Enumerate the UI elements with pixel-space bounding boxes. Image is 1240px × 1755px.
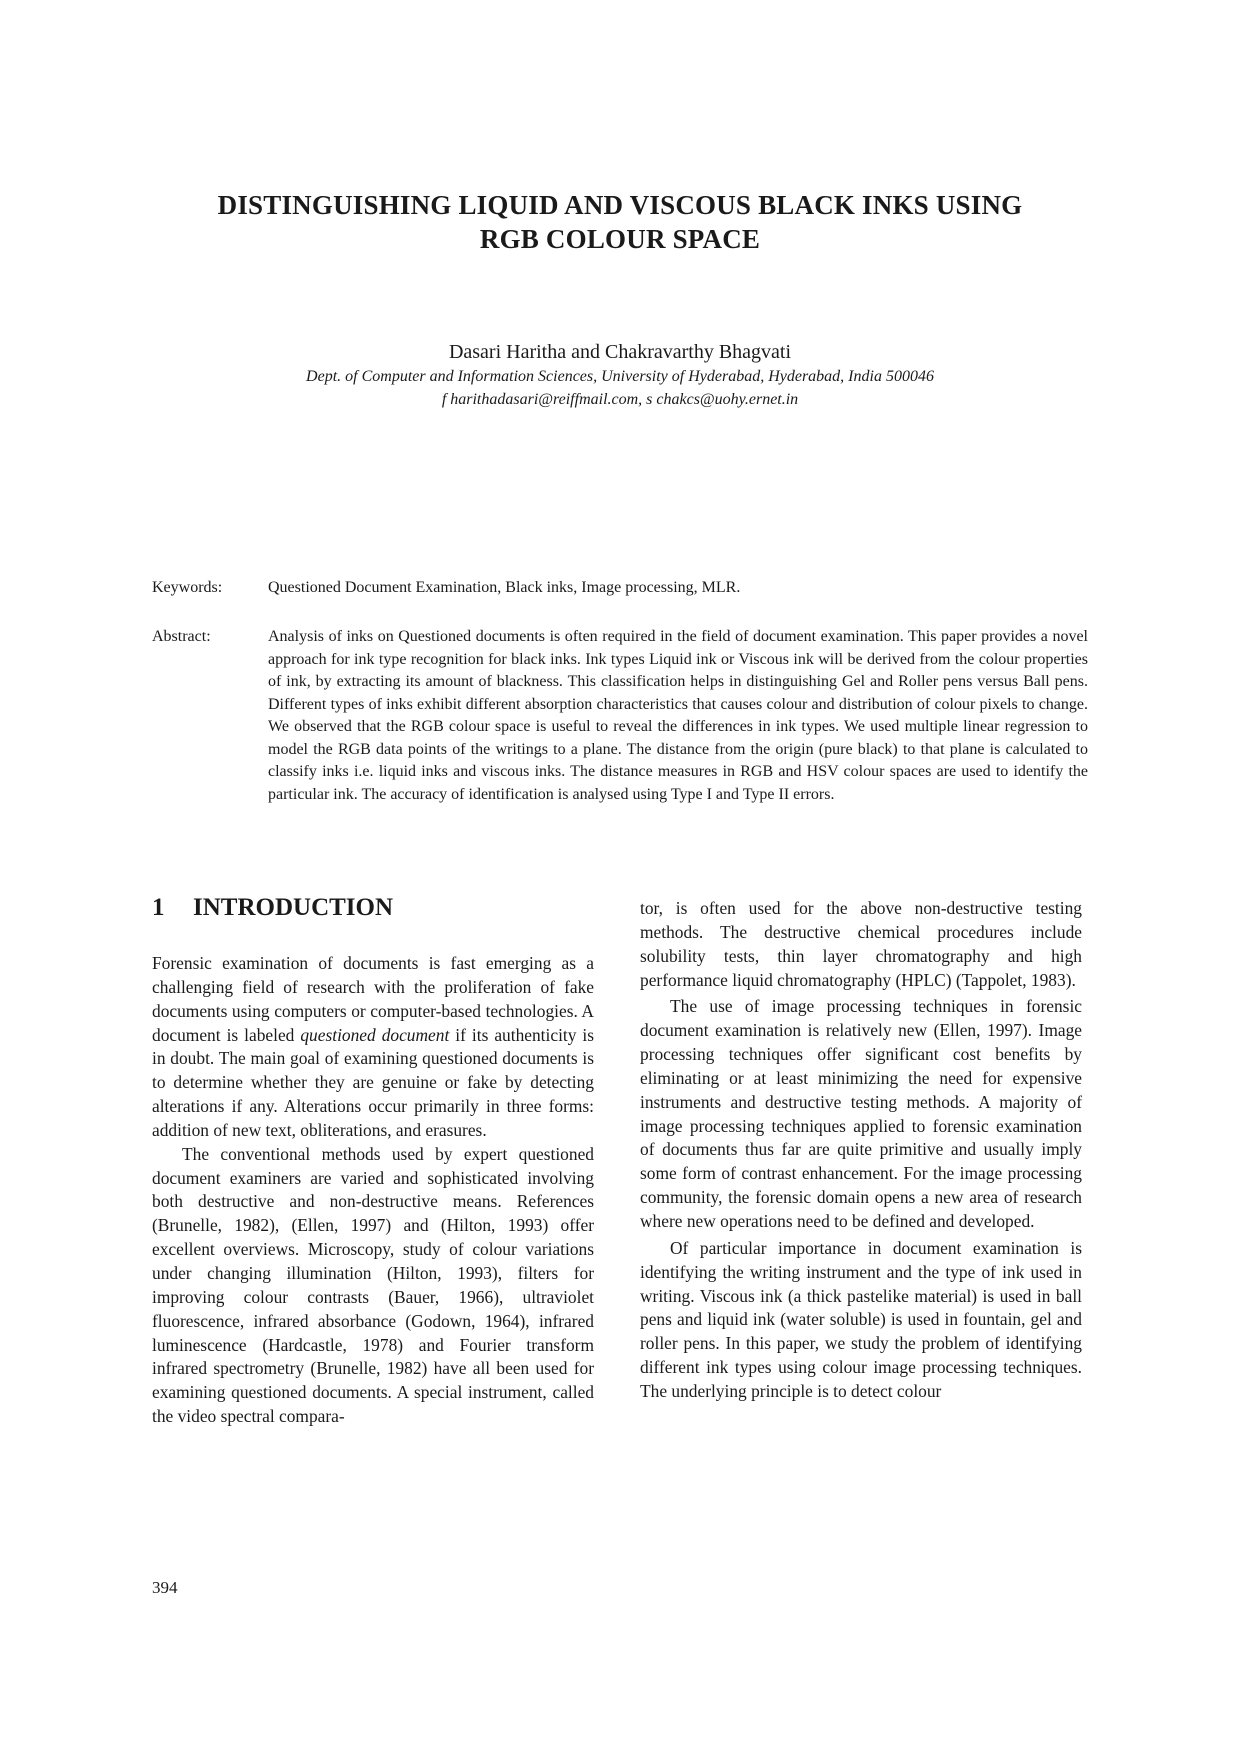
intro-p1-emphasis: questioned document: [300, 1024, 450, 1045]
author-names: Dasari Haritha and Chakravarthy Bhagvati: [448, 341, 792, 363]
right-column: [640, 897, 1082, 1404]
abstract-label: Abstract:: [152, 628, 211, 645]
section-title: INTRODUCTION: [193, 894, 394, 921]
section-number: 1: [152, 894, 165, 921]
author-affiliation: Dept. of Computer and Information Sciences, University of Hyderabad, Hyderabad, India 500046: [306, 368, 934, 385]
title-line-1: DISTINGUISHING LIQUID AND VISCOUS BLACK INKS USING: [217, 190, 1023, 220]
title-line-2: RGB COLOUR SPACE: [479, 224, 761, 254]
keywords-label: Keywords:: [152, 579, 223, 596]
intro-paragraph-2: The conventional methods used by expert questioned document examiners are varied and sophisticated involving both destructive and non-destructive means. References (Brunelle, 1982), (Ellen, 1997) and (Hilton, 1993) offer excellent overviews. Microscopy, study of colour variations under changing illumination (Hilton, 1993), filters for improving colour contrasts (Bauer, 1966), ultraviolet fluorescence, infrared absorbance (Godown, 1964), infrared luminescence (Hardcastle, 1978) and Fourier transform infrared spectrometry (Brunelle, 1982) have all been used for examining questioned documents. A special instrument, called the video spectral compara-: [152, 1143, 594, 1427]
abstract-text: Analysis of inks on Questioned documents is often required in the field of document examination. This paper provides a novel approach for ink type recognition for black inks. Ink types Liquid ink or Viscous ink will be derived from the colour properties of ink, by extracting its amount of blackness. This classification helps in distinguishing Gel and Roller pens versus Ball pens. Different types of inks exhibit different absorption characteristics that causes colour and distribution of colour pixels to change. We observed that the RGB colour space is useful to reveal the differences in ink types. We used multiple linear regression to model the RGB data points of the writings to a plane. The distance from the origin (pure black) to that plane is calculated to classify inks i.e. liquid inks and viscous inks. The distance measures in RGB and HSV colour spaces are used to identify the particular ink. The accuracy of identification is analysed using Type I and Type II errors.: [268, 628, 1088, 803]
page-number: 394: [152, 1578, 178, 1597]
intro-paragraph-4: The use of image processing techniques in forensic document examination is relatively new (Ellen, 1997). Image processing techniques offer significant cost benefits by eliminating or at least minimizing the need for expensive instruments and destructive testing methods. A majority of image processing techniques applied to forensic examination of documents thus far are quite primitive and usually imply some form of contrast enhancement. For the image processing community, the forensic domain opens a new area of research where new operations need to be defined and developed.: [640, 996, 1082, 1231]
author-emails: f harithadasari@reiffmail.com, s chakcs@uohy.ernet.in: [441, 391, 799, 408]
paper-title: [0, 188, 1240, 256]
intro-p1-text-b: if its authenticity is in doubt. The main goal of examining questioned documents is to determine whether they are genuine or fake by detecting alterations if any. Alterations occur primarily in three forms: addition of new text, obliterations, and erasures.: [152, 1024, 595, 1140]
section-heading-introduction: [152, 893, 393, 923]
intro-paragraph-5: Of particular importance in document examination is identifying the writing instrument and the type of ink used in writing. Viscous ink (a thick pastelike material) is used in ball pens and liquid ink (water soluble) is used in fountain, gel and roller pens. In this paper, we study the problem of identifying different ink types using colour image processing techniques. The underlying principle is to detect colour: [640, 1237, 1082, 1401]
left-column: [152, 952, 594, 1429]
intro-paragraph-1: [152, 952, 594, 1143]
intro-paragraph-3: tor, is often used for the above non-destructive testing methods. The destructive chemical procedures include solubility tests, thin layer chromatography and high performance liquid chromatography (HPLC) (Tappolet, 1983).: [640, 898, 1082, 990]
intro-p1-text-a: Forensic examination of documents is fast emerging as a challenging field of research with the proliferation of fake documents using computers or computer-based technologies. A document is labeled: [152, 953, 594, 1045]
keywords-text: Questioned Document Examination, Black inks, Image processing, MLR.: [268, 579, 741, 596]
